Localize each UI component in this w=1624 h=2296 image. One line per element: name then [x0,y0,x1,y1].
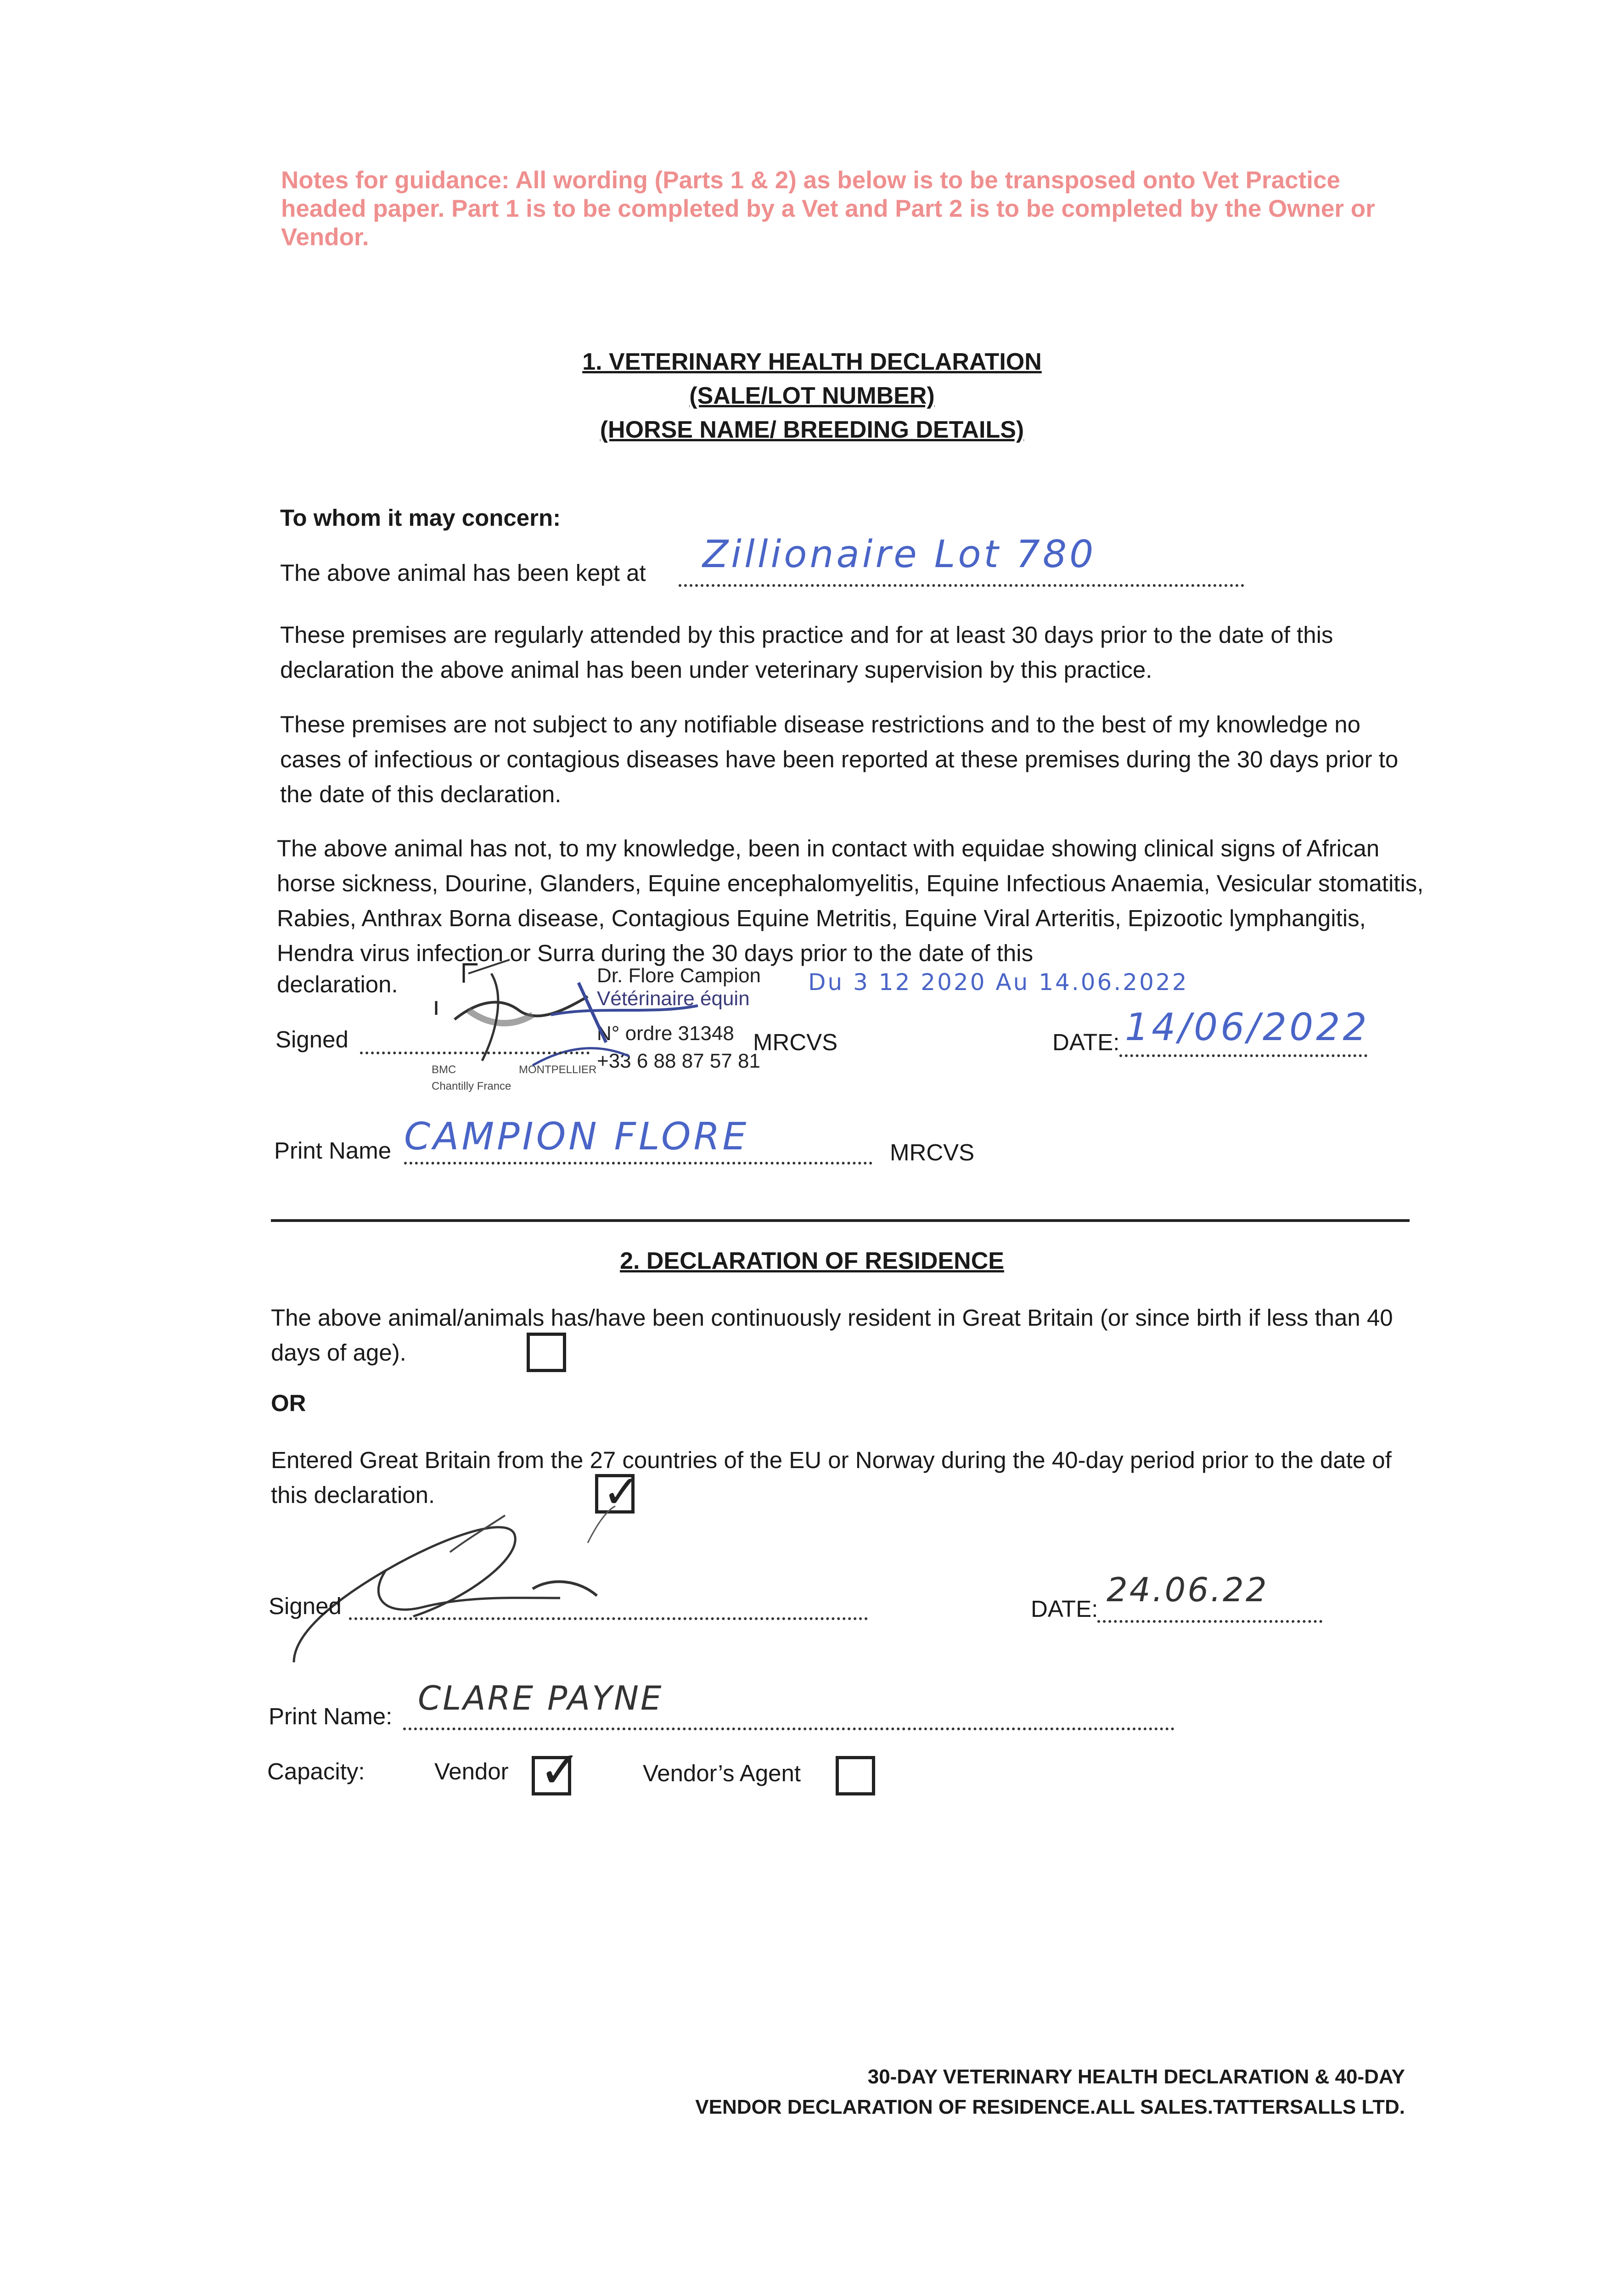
vendor-date-value: 24.06.22 [1107,1570,1269,1609]
vendor-date-label: DATE: [1031,1596,1098,1622]
agent-label: Vendor’s Agent [643,1760,801,1786]
horse-name-breeding: (HORSE NAME/ BREEDING DETAILS) [600,416,1024,443]
vet-signed-dotted-line [360,1052,590,1054]
supervision-period-note: Du 3 12 2020 Au 14.06.2022 [808,969,1189,996]
vendor-signed-label: Signed [269,1593,342,1619]
vendor-print-dotted-line [403,1728,1174,1730]
kept-at-value: Zillionaire Lot 780 [702,533,1096,576]
residence-checkbox[interactable] [527,1333,566,1372]
stamp-ordre: N° ordre 31348 [597,1022,734,1045]
paragraph-restrictions: These premises are not subject to any notifiable disease restrictions and to the best of my knowledge no cases of infectious or contagious diseases have been reported at these premises during the 30 days prior to the date of this declaration. [280,711,1399,807]
stamp-phone: +33 6 88 87 57 81 [597,1050,760,1072]
vendor-print-label: Print Name: [269,1703,393,1729]
kept-at-dotted-line [679,584,1244,587]
vendor-print-value: CLARE PAYNE [418,1679,663,1717]
entered-checkbox-mark: ✓ [602,1465,641,1519]
capacity-label: Capacity: [267,1758,365,1784]
stamp-name: Dr. Flore Campion [597,964,761,987]
vendor-label: Vendor [434,1758,509,1784]
vet-print-dotted-line [404,1162,872,1165]
salutation: To whom it may concern: [280,505,561,531]
footer-line-1: 30-DAY VETERINARY HEALTH DECLARATION & 40-DAY [867,2065,1405,2088]
vendor-signed-dotted-line [349,1617,868,1620]
vet-signature-icon [413,955,781,1102]
vendor-date-dotted-line [1097,1620,1322,1623]
footer-line-2: VENDOR DECLARATION OF RESIDENCE.ALL SALES.TATTERSALLS LTD. [695,2096,1405,2118]
stamp-role: Vétérinaire équin [597,987,750,1010]
agent-checkbox[interactable] [836,1756,875,1795]
vet-mrcvs-label: MRCVS [753,1029,838,1055]
kept-at-label: The above animal has been kept at [280,560,646,586]
vet-print-value: CAMPION FLORE [404,1115,749,1159]
vet-signed-label: Signed [275,1026,348,1052]
vet-date-value: 14/06/2022 [1125,1006,1370,1049]
residence-text: The above animal/animals has/have been continuously resident in Great Britain (or since birth if less than 40 days of age). [271,1305,1393,1366]
guidance-note: Notes for guidance: All wording (Parts 1 & 2) as below is to be transposed onto Vet Practice headed paper. Part 1 is to be completed by a Vet and Part 2 is to be completed by the Owner or Vendor. [281,167,1375,251]
part2-heading: 2. DECLARATION OF RESIDENCE [620,1248,1004,1274]
stamp-small-mid: MONTPELLIER [519,1064,597,1076]
vet-print-label: Print Name [274,1137,392,1164]
entered-text: Entered Great Britain from the 27 countries of the EU or Norway during the 40-day period prior to the date of this declaration. [271,1447,1392,1508]
stamp-small-bottom: Chantilly France [432,1080,511,1092]
stamp-small-left: BMC [432,1064,456,1076]
section-divider [271,1219,1410,1222]
paragraph-contact-end: declaration. [277,971,398,997]
paragraph-contact: The above animal has not, to my knowledge, been in contact with equidae showing clinical signs of African horse sickness, Dourine, Glanders, Equine encephalomyelitis, Equine Infectious Anaemia, Vesicular stomatitis, Rabies, Anthrax Borna disease, Contagious Equine Metritis, Equine Viral Arteritis, Epizootic lymphangitis, Hendra virus infection or Surra during the 30 days prior to the date of this [277,835,1424,966]
vet-date-dotted-line [1119,1054,1367,1057]
vendor-checkbox-mark: ✓ [539,1740,582,1799]
or-label: OR [271,1390,306,1416]
paragraph-attendance: These premises are regularly attended by this practice and for at least 30 days prior to the date of this declaration the above animal has been under veterinary supervision by this practice. [280,622,1333,683]
vet-print-mrcvs: MRCVS [890,1139,975,1165]
vet-date-label: DATE: [1052,1029,1120,1055]
sale-lot-number: (SALE/LOT NUMBER) [689,383,935,409]
part1-heading: 1. VETERINARY HEALTH DECLARATION [582,349,1042,375]
